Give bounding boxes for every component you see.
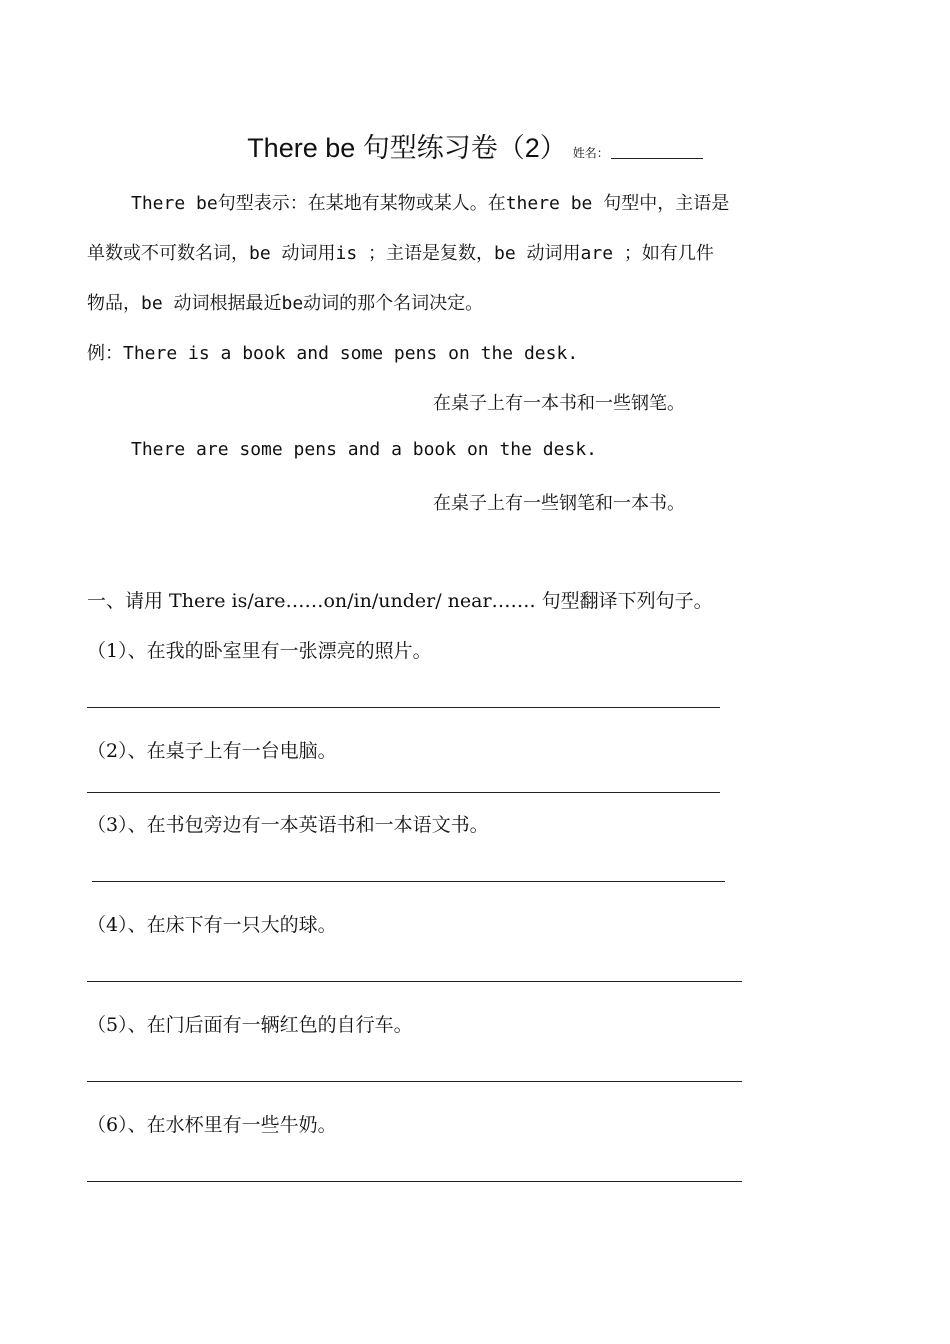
answer-line-6[interactable] — [87, 1181, 742, 1182]
title-row — [0, 126, 950, 165]
answer-line-5[interactable] — [87, 1081, 742, 1082]
question-5: （5）、在门后面有一辆红色的自行车。 — [87, 1014, 413, 1036]
section-1-heading: 一、请用 There is/are……on/in/under/ near……. 句型翻译下列句子。 — [87, 590, 713, 612]
example-2-chinese: 在桌子上有一些钢笔和一本书。 — [433, 493, 685, 514]
example-1-english: 例：There is a book and some pens on the desk. — [87, 343, 579, 364]
question-2: （2）、在桌子上有一台电脑。 — [87, 740, 337, 762]
question-1: （1）、在我的卧室里有一张漂亮的照片。 — [87, 640, 432, 662]
answer-line-3[interactable] — [92, 881, 725, 882]
page-title: There be 句型练习卷（2） — [247, 133, 567, 163]
answer-line-2[interactable] — [87, 792, 720, 793]
answer-line-1[interactable] — [87, 707, 720, 708]
name-label: 姓名： — [572, 146, 609, 160]
name-blank-line[interactable] — [611, 158, 703, 159]
intro-line-2: 单数或不可数名词，be 动词用is ；主语是复数，be 动词用are ；如有几件 — [87, 243, 714, 264]
example-1-chinese: 在桌子上有一本书和一些钢笔。 — [433, 393, 685, 414]
question-3: （3）、在书包旁边有一本英语书和一本语文书。 — [87, 814, 489, 836]
answer-line-4[interactable] — [87, 981, 742, 982]
question-4: （4）、在床下有一只大的球。 — [87, 914, 337, 936]
question-6: （6）、在水杯里有一些牛奶。 — [87, 1114, 337, 1136]
example-2-english: There are some pens and a book on the desk. — [131, 439, 597, 460]
intro-line-1: There be句型表示：在某地有某物或某人。在there be 句型中，主语是 — [131, 193, 730, 214]
intro-line-3: 物品，be 动词根据最近be动词的那个名词决定。 — [87, 293, 484, 314]
